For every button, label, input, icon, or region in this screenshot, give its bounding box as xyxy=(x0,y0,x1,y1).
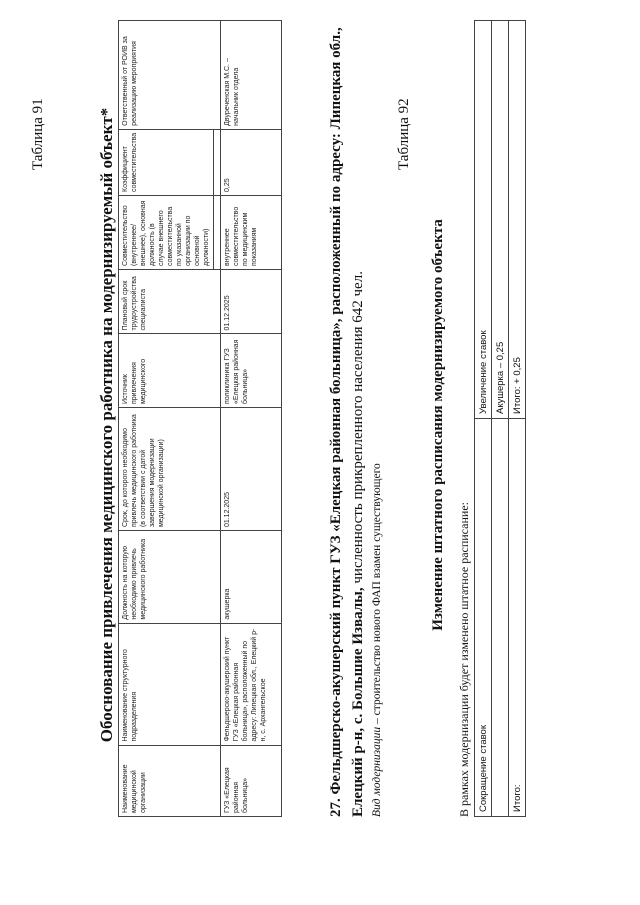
modernization-type xyxy=(371,27,383,817)
section-27-heading-bold: 27. Фельдшерско-акушерский пункт ГУЗ «Елецкая районная больница», расположенный по адресу: Липецкая обл., Елецкий р-н, с. Большие Извалы, xyxy=(328,27,366,817)
table-91-title: Обоснование привлечения медицинского работника на модернизируемый объект* xyxy=(97,107,116,743)
header-cell: Коэффициент совместительства xyxy=(119,129,214,195)
header-cell: Наименование структурного подразделения xyxy=(119,623,221,745)
header-cell: Сокращение ставок xyxy=(475,419,492,817)
table-cell xyxy=(492,419,509,817)
modernization-type-text: – строительство нового ФАП взамен существующего xyxy=(371,463,383,727)
header-cell xyxy=(214,129,221,195)
table-cell: 0,25 xyxy=(221,129,282,195)
header-cell: Ответственный от РОИВ за реализацию мероприятия xyxy=(119,21,221,130)
table-92-intro: В рамках модернизации будет изменено штатное расписание: xyxy=(457,502,471,817)
table-cell: Итого: xyxy=(509,419,526,817)
header-cell: Срок, до которого необходимо привлечь медицинского работника (в соответствии с датой завершения модернизации медицинской организации) xyxy=(119,408,221,531)
table-92 xyxy=(474,20,526,817)
header-cell: Увеличение ставок xyxy=(475,21,492,419)
table-cell: Итого: + 0,25 xyxy=(509,21,526,419)
modernization-type-label: Вид модернизации xyxy=(371,726,383,817)
table-cell: ГУЗ «Елецкая районная больница» xyxy=(221,745,282,816)
header-cell: Совместительство (внутреннее/внешнее), основная должность (в случае внешнего совместительства по указанной организации по основной должности) xyxy=(119,196,214,270)
section-27-heading xyxy=(325,27,369,817)
table-header-row xyxy=(119,21,214,817)
table-92-label: Таблица 92 xyxy=(396,98,412,170)
table-header-row xyxy=(475,21,492,817)
table-cell: 01.12.2025 xyxy=(221,408,282,531)
table-row xyxy=(509,21,526,817)
header-cell: Должность на которую необходимо привлечь медицинского работника xyxy=(119,531,221,624)
header-cell: Источник привлечения медицинского xyxy=(119,334,221,408)
table-cell: Фельдшерско-акушерский пункт ГУЗ «Елецкая районная больница», расположенный по адресу: Липецкая обл., Елецкий р-н, с. Архангельское xyxy=(221,623,282,745)
table-row xyxy=(492,21,509,817)
header-cell xyxy=(214,196,221,270)
header-cell: Наименование медицинской организации xyxy=(119,745,221,816)
table-cell: внутреннее совместительство по медицинским показаниям xyxy=(221,196,282,270)
table-cell: Акушерка – 0,25 xyxy=(492,21,509,419)
table-91 xyxy=(118,20,282,817)
table-cell: акушерка xyxy=(221,531,282,624)
table-cell: Двуреченская М.С. – начальник отдела xyxy=(221,21,282,130)
table-row xyxy=(221,21,282,817)
table-cell: 01.12.2025 xyxy=(221,269,282,333)
table-92-title: Изменение штатного расписания модернизируемого объекта xyxy=(430,219,446,631)
table-cell: поликлиника ГУЗ «Елецкая районная больница» xyxy=(221,334,282,408)
table-91-label: Таблица 91 xyxy=(30,98,46,170)
section-27-heading-normal: численность прикрепленного населения 642 чел. xyxy=(350,271,366,588)
header-cell: Плановый срок трудоустройства специалиста xyxy=(119,269,221,333)
